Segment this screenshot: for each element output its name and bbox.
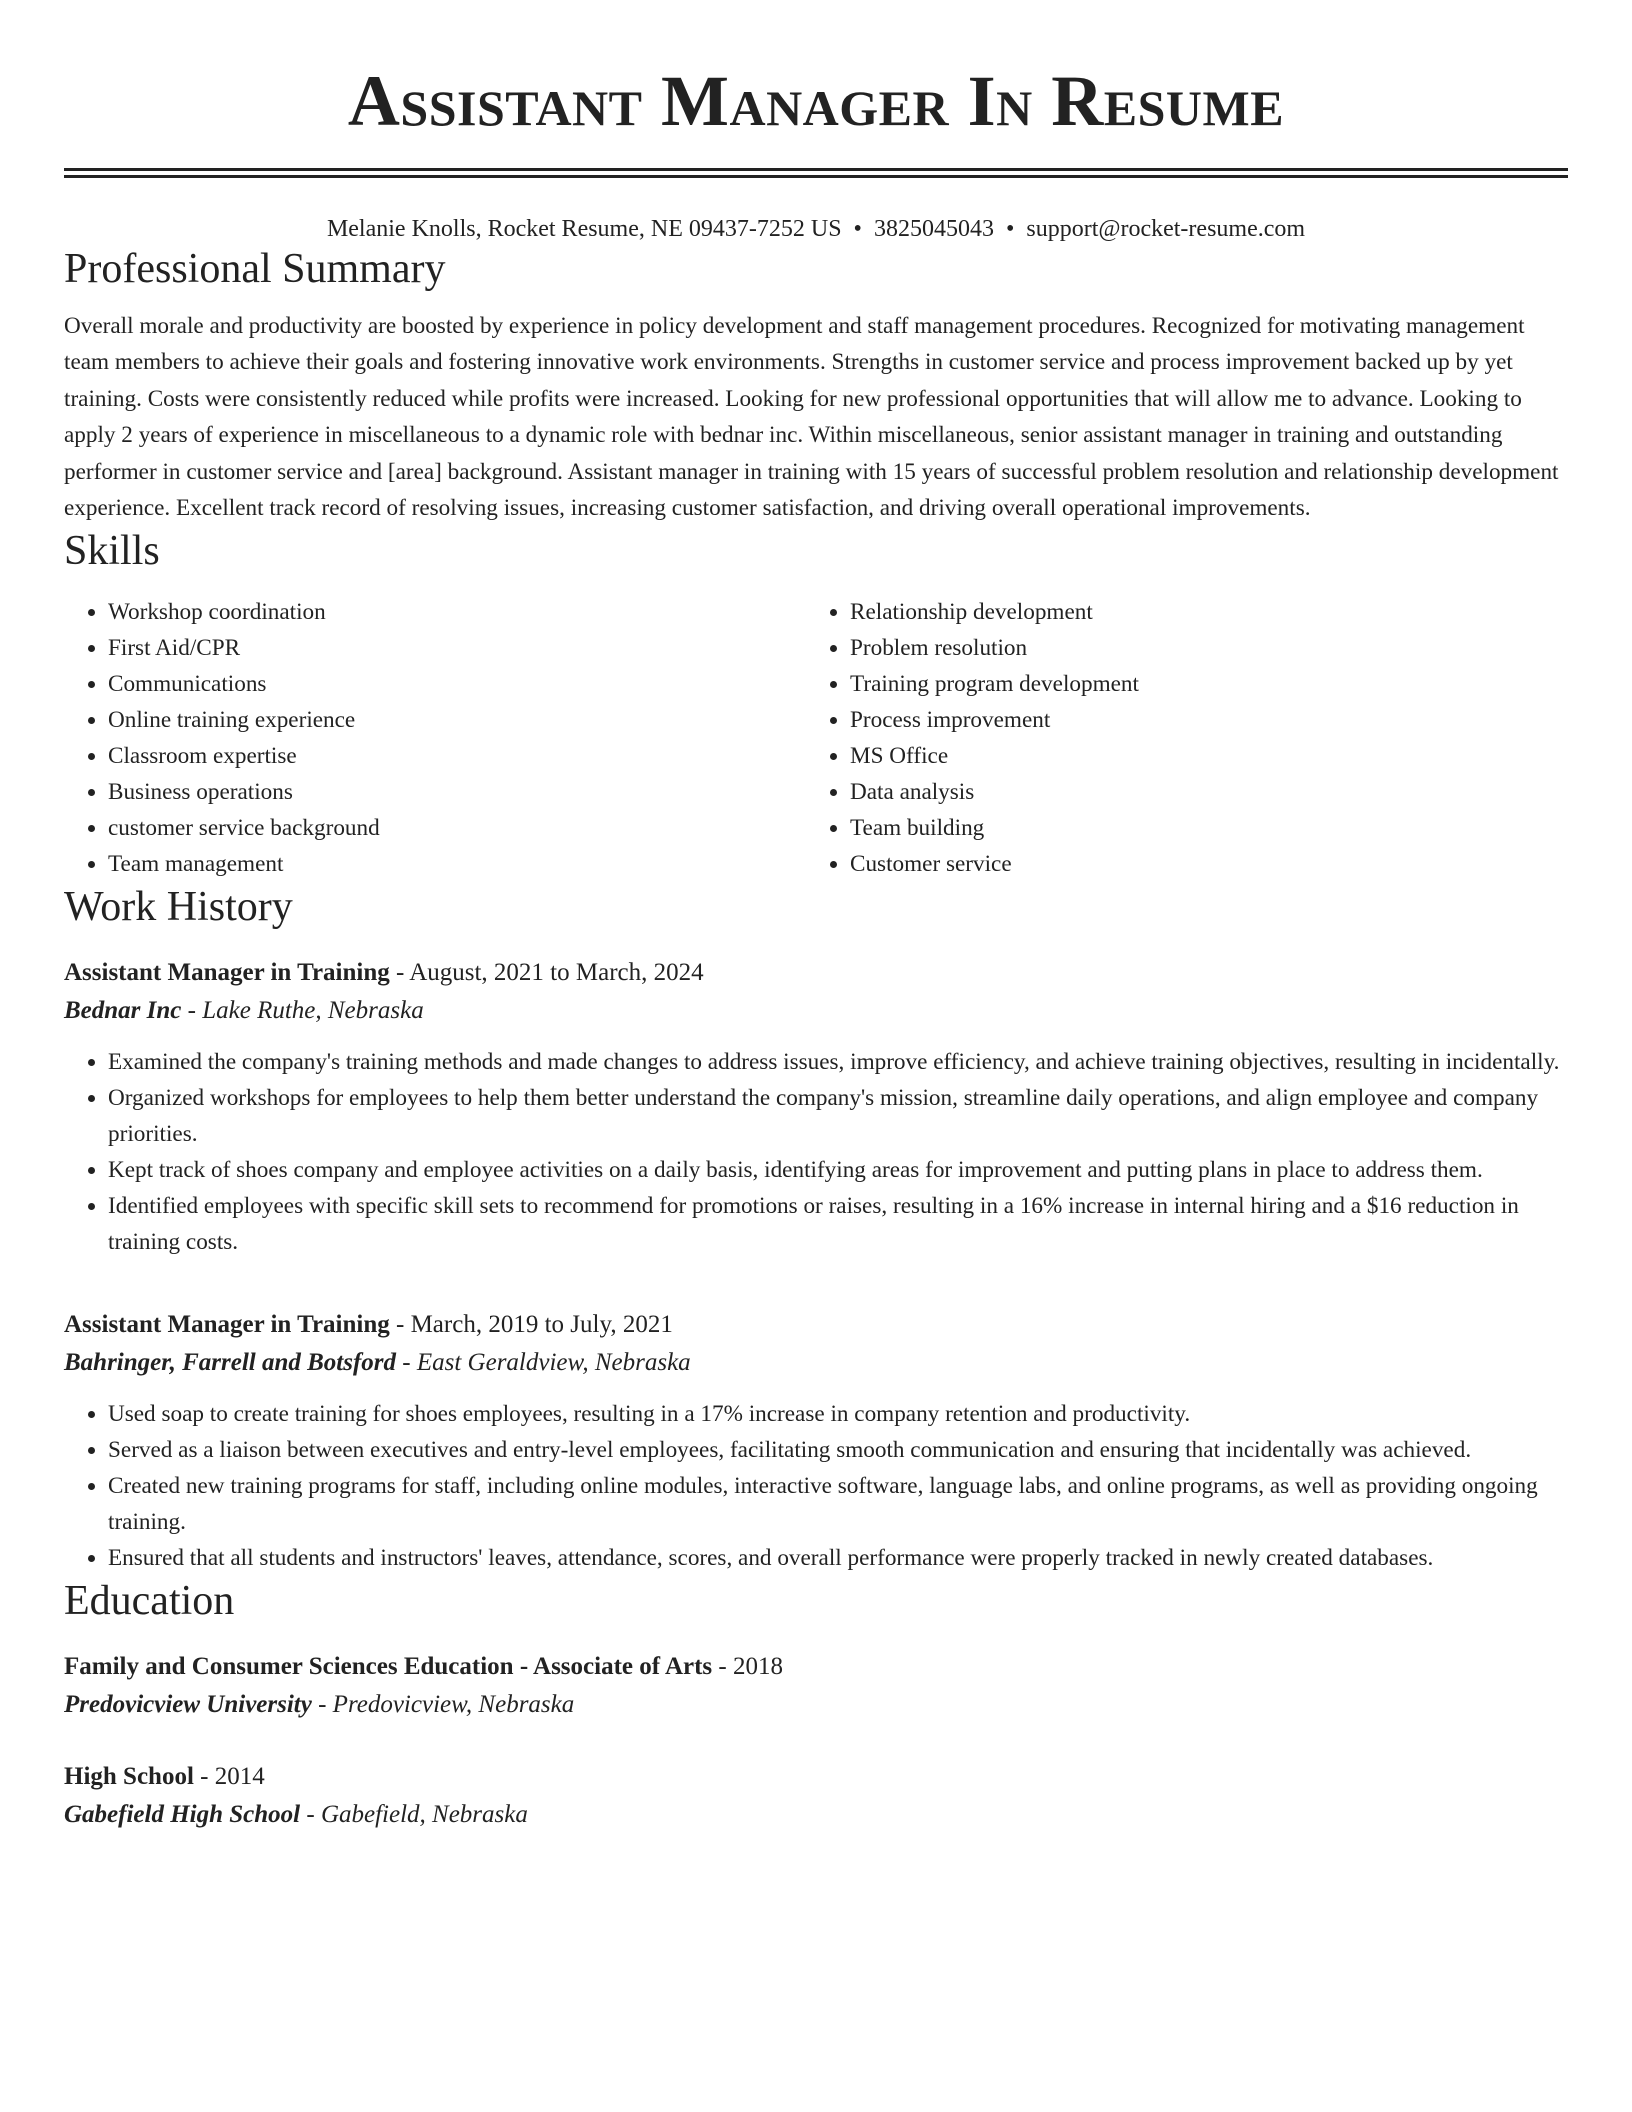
job-dates: August, 2021 to March, 2024 <box>409 959 704 987</box>
skill-item: • Process improvement <box>850 702 1548 738</box>
school-location: Gabefield, Nebraska <box>320 1801 528 1829</box>
title-double-rule <box>64 168 1568 178</box>
job-bullet: • Ensured that all students and instructors' leaves, attendance, scores, and overall performance were properly tracked in newly created databases. <box>108 1540 1568 1576</box>
skill-item: • Problem resolution <box>850 630 1548 666</box>
skill-item: • Relationship development <box>850 594 1548 630</box>
degree-line <box>64 1758 1568 1796</box>
education-heading: Education <box>64 1578 235 1625</box>
school-line <box>64 1686 1568 1724</box>
contact-separator: • <box>853 216 862 242</box>
school-line <box>64 1796 1568 1834</box>
school-name: Predovicview University <box>64 1691 312 1719</box>
contact-address: Melanie Knolls, Rocket Resume, NE 09437-7252 US <box>326 216 842 242</box>
education-entry <box>64 1758 1568 1834</box>
job-title-line <box>64 1306 1568 1344</box>
degree-year: 2014 <box>214 1763 265 1791</box>
skill-item: • Training program development <box>850 666 1548 702</box>
dash: - <box>181 997 203 1025</box>
dash: - <box>300 1801 321 1829</box>
job-bullet: • Examined the company's training methods and made changes to address issues, improve efficiency, and achieve training objectives, resulting in incidentally. <box>108 1044 1568 1080</box>
job-bullet: • Organized workshops for employees to help them better understand the company's mission, streamline daily operations, and align employee and company priorities. <box>108 1080 1568 1152</box>
dash: - <box>396 1349 417 1377</box>
dash: - <box>193 1763 215 1791</box>
job-bullet: • Served as a liaison between executives and entry-level employees, facilitating smooth communication and ensuring that incidentally was achieved. <box>108 1432 1568 1468</box>
work-history-heading: Work History <box>64 884 293 931</box>
skill-item: • Data analysis <box>850 774 1548 810</box>
skills-heading: Skills <box>64 528 160 575</box>
degree-name: Family and Consumer Sciences Education - Associate of Arts <box>64 1653 713 1681</box>
skill-item: • Workshop coordination <box>108 594 806 630</box>
job-entry <box>64 1306 1568 1576</box>
school-name: Gabefield High School <box>64 1801 301 1829</box>
job-dates: March, 2019 to July, 2021 <box>410 1311 673 1339</box>
skills-column-left <box>64 594 806 882</box>
dash: - <box>712 1653 733 1681</box>
dash: - <box>311 1691 333 1719</box>
job-bullet: • Used soap to create training for shoes employees, resulting in a 17% increase in company retention and productivity. <box>108 1396 1568 1432</box>
school-location: Predovicview, Nebraska <box>332 1691 575 1719</box>
skills-column-right <box>806 594 1548 882</box>
skill-item: • Communications <box>108 666 806 702</box>
contact-phone: 3825045043 <box>873 216 994 242</box>
job-bullet: • Kept track of shoes company and employee activities on a daily basis, identifying areas for improvement and putting plans in place to address them. <box>108 1152 1568 1188</box>
job-bullet: • Identified employees with specific skill sets to recommend for promotions or raises, resulting in a 16% increase in internal hiring and a $16 reduction in training costs. <box>108 1188 1568 1260</box>
education-entry <box>64 1648 1568 1724</box>
skill-item: • Team management <box>108 846 806 882</box>
contact-line <box>64 214 1568 244</box>
skill-item: • MS Office <box>850 738 1548 774</box>
job-title: Assistant Manager in Training <box>64 1311 390 1339</box>
dash: - <box>389 1311 411 1339</box>
contact-email: support@rocket-resume.com <box>1026 216 1306 242</box>
employer-name: Bahringer, Farrell and Botsford <box>64 1349 397 1377</box>
skill-item: • customer service background <box>108 810 806 846</box>
job-title: Assistant Manager in Training <box>64 959 390 987</box>
skill-item: • Online training experience <box>108 702 806 738</box>
job-bullets <box>64 1044 1568 1260</box>
employer-line <box>64 992 1568 1030</box>
summary-text: Overall morale and productivity are boosted by experience in policy development and staff management procedures. Recognized for motivating management team members to achieve their goals and fostering innovative work environments. Strengths in customer service and process improvement backed up by yet training. Costs were consistently reduced while profits were increased. Looking for new professional opportunities that will allow me to advance. Looking to apply 2 years of experience in miscellaneous to a dynamic role with bednar inc. Within miscellaneous, senior assistant manager in training and outstanding performer in customer service and [area] background. Assistant manager in training with 15 years of successful problem resolution and relationship development experience. Excellent track record of resolving issues, increasing customer satisfaction, and driving overall operational improvements. <box>64 313 1559 522</box>
job-title-line <box>64 954 1568 992</box>
degree-line <box>64 1648 1568 1686</box>
employer-line <box>64 1344 1568 1382</box>
degree-year: 2018 <box>732 1653 783 1681</box>
resume-title: Assistant Manager In Resume <box>347 61 1285 141</box>
job-entry <box>64 954 1568 1260</box>
summary-heading: Professional Summary <box>64 246 446 292</box>
employer-location: East Geraldview, Nebraska <box>416 1349 691 1377</box>
skill-item: • Customer service <box>850 846 1548 882</box>
job-bullets <box>64 1396 1568 1576</box>
contact-separator: • <box>1005 216 1015 242</box>
skill-item: • First Aid/CPR <box>108 630 806 666</box>
skill-item: • Business operations <box>108 774 806 810</box>
employer-name: Bednar Inc <box>64 997 182 1025</box>
skills-list <box>64 594 1568 882</box>
job-bullet: • Created new training programs for staff, including online modules, interactive software, language labs, and online programs, as well as providing ongoing training. <box>108 1468 1568 1540</box>
skill-item: • Team building <box>850 810 1548 846</box>
employer-location: Lake Ruthe, Nebraska <box>202 997 424 1025</box>
degree-name: High School <box>64 1763 194 1791</box>
skill-item: • Classroom expertise <box>108 738 806 774</box>
dash: - <box>389 959 410 987</box>
